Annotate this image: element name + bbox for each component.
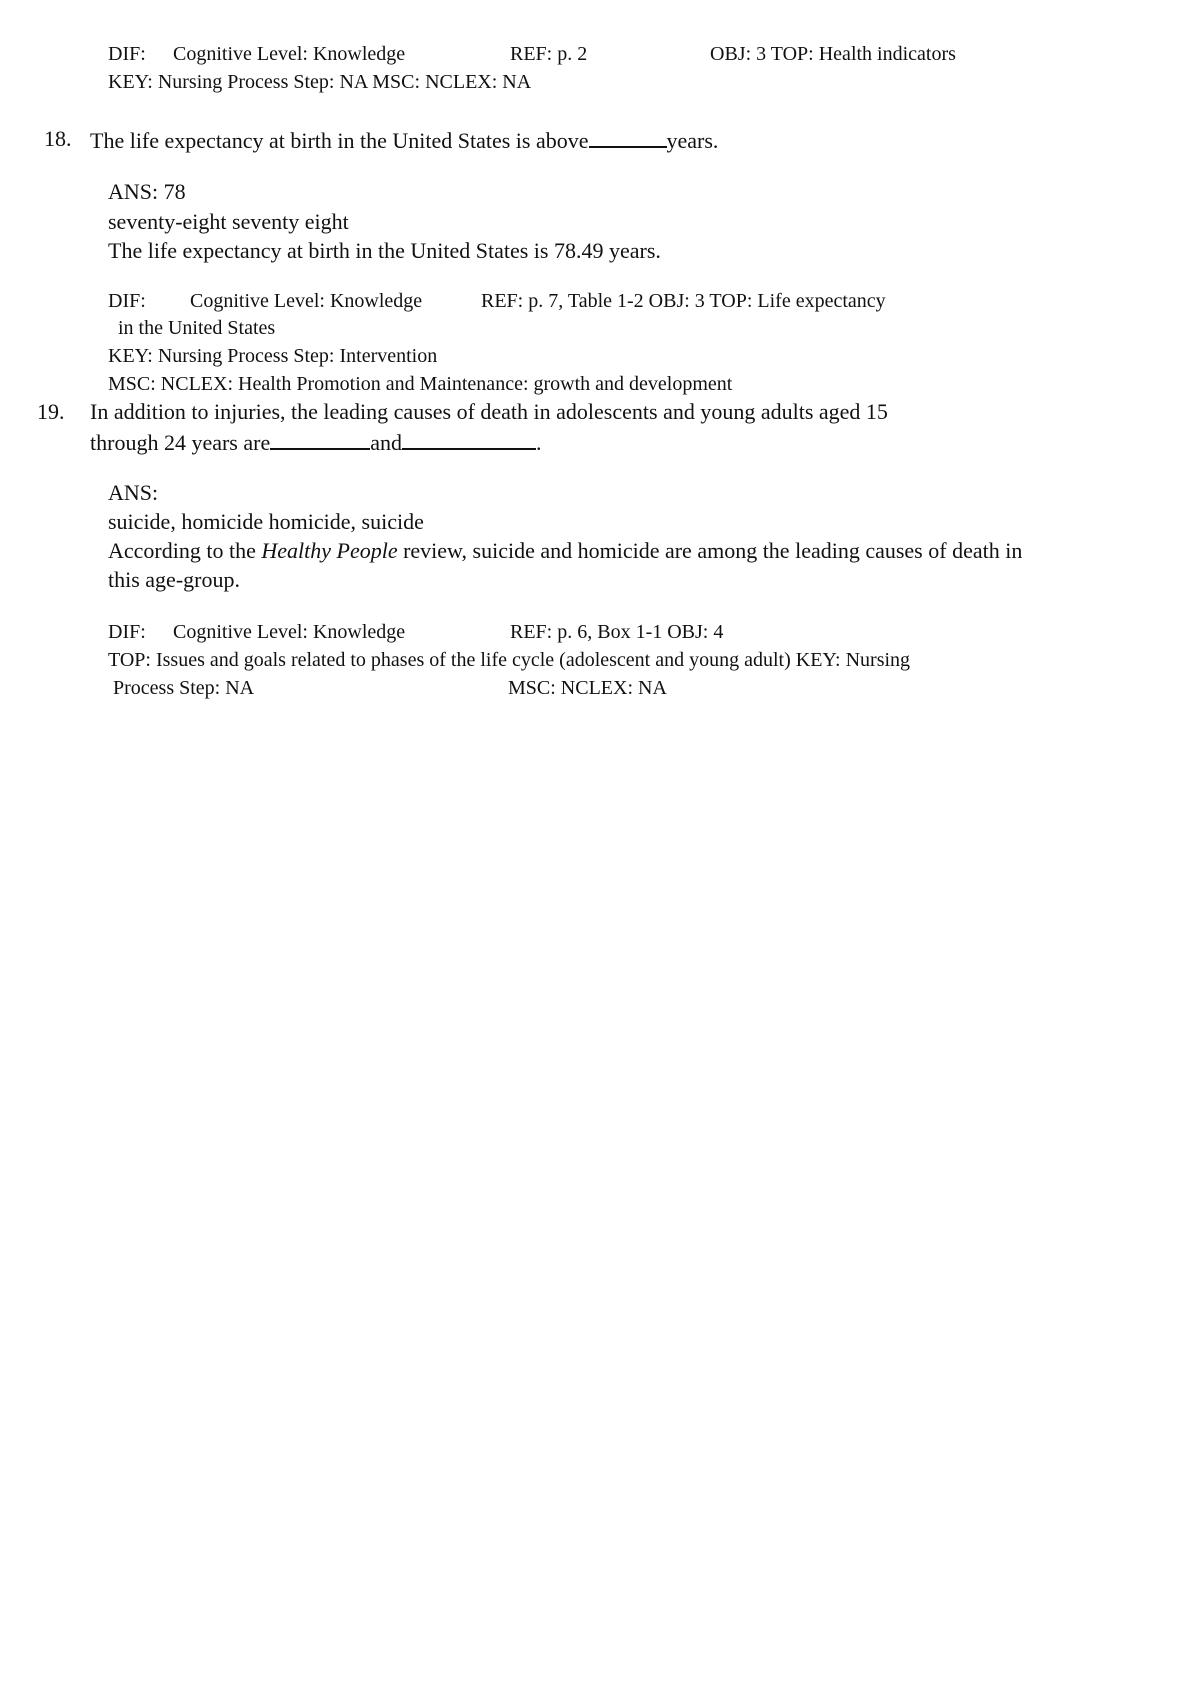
ref-obj-value: REF: p. 6, Box 1-1 OBJ: 4 [510,621,724,643]
stem-text: The life expectancy at birth in the United States is above [90,128,589,153]
question-stem-line2 [90,430,541,454]
rationale-italic-title: Healthy People [261,538,398,563]
obj-top-value: OBJ: 3 TOP: Health indicators [710,43,956,65]
answer-key: ANS: [108,480,159,505]
answer-blank [402,430,536,450]
question-number: 19. [37,399,65,424]
key-msc-line: KEY: Nursing Process Step: NA MSC: NCLEX: NA [108,71,532,93]
top-continuation: in the United States [118,317,276,339]
answer-blank [270,430,370,450]
answer-blank [589,128,667,148]
ref-obj-top-value: REF: p. 7, Table 1-2 OBJ: 3 TOP: Life expectancy [481,290,886,312]
msc-value: MSC: NCLEX: NA [508,677,667,699]
answer-rationale-line1 [108,540,1022,562]
answer-alternatives: suicide, homicide homicide, suicide [108,509,424,534]
dif-label: DIF: [108,621,146,643]
stem-text: through 24 years are [90,430,271,455]
msc-line: MSC: NCLEX: Health Promotion and Maintenance: growth and development [108,373,733,395]
stem-text-end: . [535,430,542,455]
dif-value: Cognitive Level: Knowledge [190,290,423,312]
key-line: KEY: Nursing Process Step: Intervention [108,345,438,367]
dif-value: Cognitive Level: Knowledge [173,621,406,643]
dif-value: Cognitive Level: Knowledge [173,43,406,65]
process-step: Process Step: NA [113,677,255,699]
top-key-line: TOP: Issues and goals related to phases of the life cycle (adolescent and young adult) KEY: Nursing [108,649,911,671]
answer-rationale-line2: this age-group. [108,567,240,592]
ref-value: REF: p. 2 [510,43,588,65]
question-number: 18. [44,126,72,151]
answer-rationale: The life expectancy at birth in the United States is 78.49 years. [108,238,661,263]
dif-label: DIF: [108,290,146,312]
dif-label: DIF: [108,43,146,65]
answer-alternatives: seventy-eight seventy eight [108,209,349,234]
answer-key: ANS: 78 [108,179,186,204]
question-stem [90,128,718,152]
stem-text-after: years. [666,128,719,153]
rationale-text: According to the [108,538,262,563]
question-stem-line1: In addition to injuries, the leading causes of death in adolescents and young adults aged 15 [90,399,888,424]
stem-text-mid: and [370,430,402,455]
rationale-text-after: review, suicide and homicide are among the leading causes of death in [397,538,1023,563]
